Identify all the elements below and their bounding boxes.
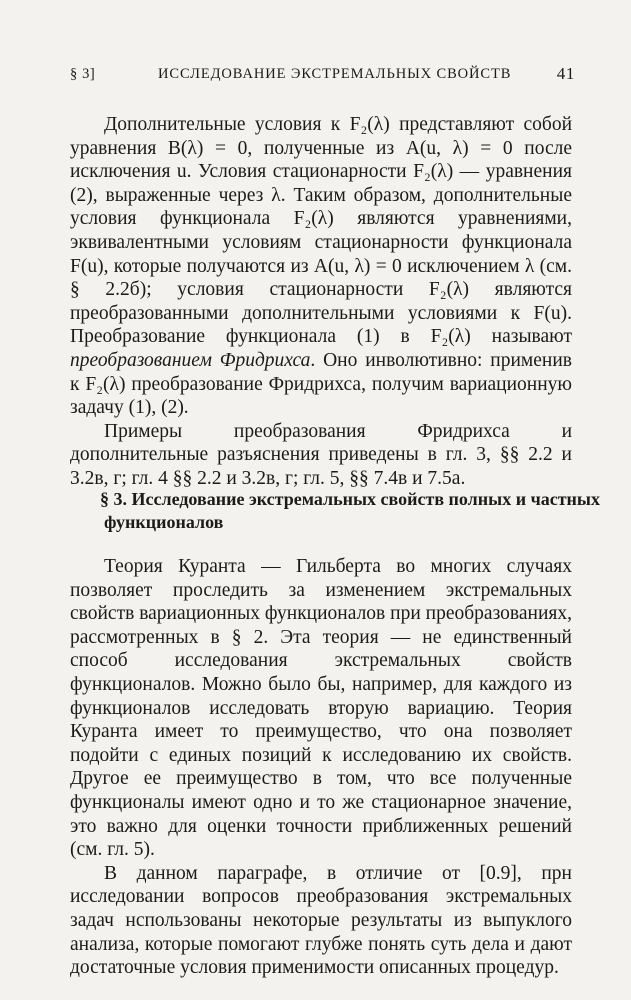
paragraph-text: Дополнительные условия к F₂(λ) представляют собой уравнения B(λ) = 0, полученные из A(u, λ) = 0 после исключения u. Условия стационарности F₂(λ) — уравнения (2), выраженные через λ. Таким образом, дополнительные условия функционала F₂(λ) являются уравнениями, эквивалентными условиям стационарности функционала F(u), которые получаются из A(u, λ) = 0 исключением λ (см. § 2.2б); условия стационарности F₂(λ) являются преобразованными дополнительными условиями к F(u). Преобразование функционала (1) в F₂(λ) называют [70,114,572,348]
paragraph-friedrichs-transform [70,113,572,420]
running-header [70,62,575,86]
text-block-bottom [70,555,572,980]
paragraph-courant-theory: Теория Куранта — Гильберта во многих случаях позволяет проследить за изменением экстремальных свойств вариационных функционалов при преобразованиях, рассмотренных в § 2. Эта теория — не единственный способ исследования экстремальных свойств функционалов. Можно было бы, например, для каждого из функционалов исследовать вторую вариацию. Теория Куранта имеет то преимущество, что она позволяет подойти с единых позиций к исследованию их свойств. Другое ее преимущество в том, что все полученные функционалы имеют одно и то же стационарное значение, это важно для оценки точности приближенных решений (см. гл. 5). [70,556,572,861]
italic-term: преобразованием Фридрихса [70,349,311,371]
header-title: ИССЛЕДОВАНИЕ ЭКСТРЕМАЛЬНЫХ СВОЙСТВ [158,66,512,82]
paragraph-convex-analysis: В данном параграфе, в отличие от [0.9], прн исследовании вопросов преобразования экстремальных задач нспользованы некоторые результаты из выпуклого анализа, которые помогают глубже понять суть дела и дают достаточные условия применимости описанных процедур. [70,862,572,979]
text-block-top [70,113,572,491]
header-section-mark: § 3] [70,66,96,82]
section-heading: § 3. Исследование экстремальных свойств полных и частных функционалов [100,489,600,532]
paragraph-examples: Примеры преобразования Фридрихса и дополнительные разъяснения приведены в гл. 3, §§ 2.2 и 3.2в, г; гл. 4 §§ 2.2 и 3.2в, г; гл. 5, §§ 7.4в и 7.5а. [70,420,572,489]
paragraph-text: . Оно инволютивно: применив к F₂(λ) преобразование Фридрихса, получим вариационную задачу (1), (2). [70,349,572,419]
page-number: 41 [556,64,575,83]
